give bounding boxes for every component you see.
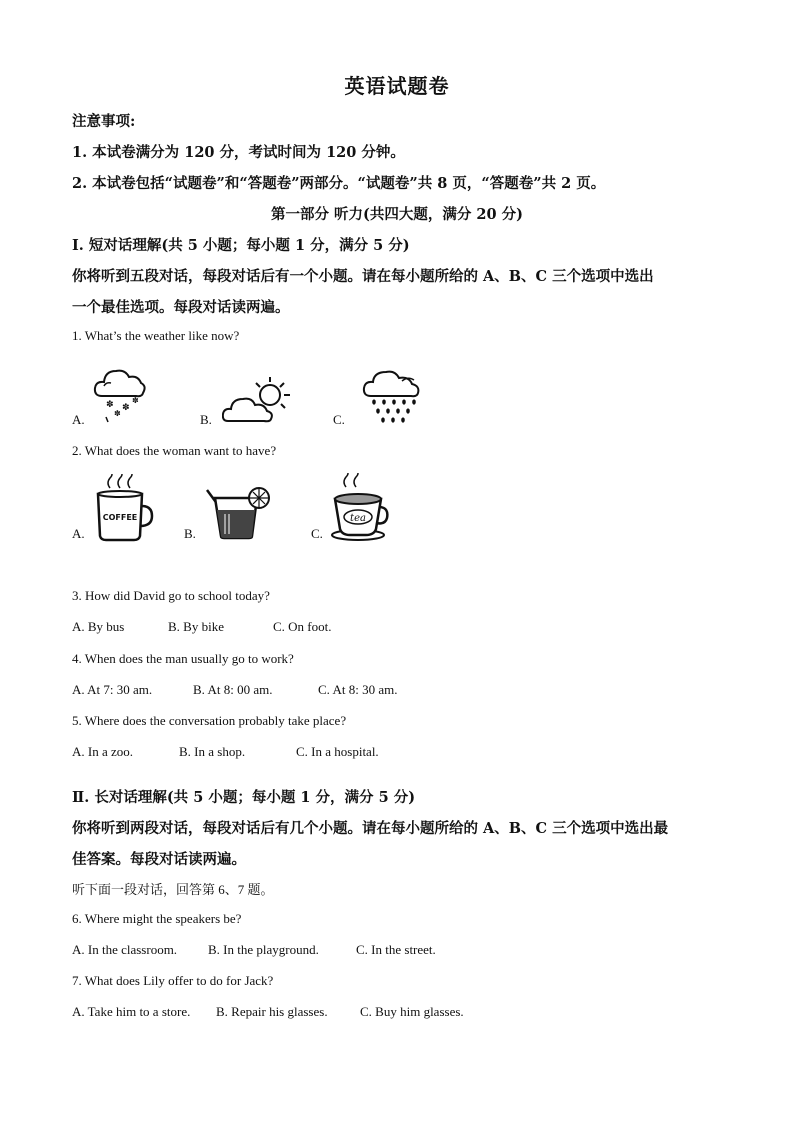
option-a: A. By bus [72, 619, 125, 634]
section-instruction: 你将听到两段对话，每段对话后有几个小题。请在每小题所给的 A、B、C 三个选项中选出最 [72, 820, 669, 837]
question-4: 4. When does the man usually go to work? [72, 651, 294, 666]
section-instruction: 佳答案。每段对话读两遍。 [72, 851, 246, 868]
svg-text:✽: ✽ [114, 409, 121, 418]
section-heading: Ⅱ. 长对话理解(共 5 小题；每小题 1 分，满分 5 分) [72, 789, 416, 806]
option-label: B. [184, 526, 196, 541]
tea-label: tea [350, 513, 366, 524]
option-c: C. On foot. [273, 619, 332, 634]
question-6: 6. Where might the speakers be? [72, 911, 242, 926]
juice-glass-icon [205, 484, 273, 540]
option-c: C. In the street. [356, 942, 436, 957]
option-label: C. [333, 412, 345, 427]
option-b: B. Repair his glasses. [216, 1004, 328, 1019]
option-label: C. [311, 526, 323, 541]
question-3: 3. How did David go to school today? [72, 588, 270, 603]
option-label: B. [200, 412, 212, 427]
tea-cup-icon [330, 473, 390, 543]
option-b: B. In the playground. [208, 942, 319, 957]
part-heading: 第一部分 听力(共四大题，满分 20 分) [270, 206, 524, 223]
coffee-label: COFFEE [102, 513, 138, 522]
section-heading: I. 短对话理解(共 5 小题；每小题 1 分，满分 5 分) [72, 237, 410, 254]
option-label: A. [72, 412, 85, 427]
option-b: B. At 8: 00 am. [193, 682, 273, 697]
coffee-cup-icon [92, 474, 154, 542]
option-a: A. In the classroom. [72, 942, 178, 957]
note-item: 1. 本试卷满分为 120 分，考试时间为 120 分钟。 [72, 144, 405, 161]
option-label: A. [72, 526, 85, 541]
option-a: A. At 7: 30 am. [72, 682, 153, 697]
question-5: 5. Where does the conversation probably take place? [72, 713, 347, 728]
sub-instruction: 听下面一段对话，回答第 6、7 题。 [72, 882, 274, 897]
option-b: B. By bike [168, 619, 224, 634]
page-title: 英语试题卷 [344, 74, 450, 98]
option-a: A. Take him to a store. [72, 1004, 191, 1019]
option-a: A. In a zoo. [72, 744, 134, 759]
svg-text:✽: ✽ [122, 403, 130, 413]
notes-heading: 注意事项: [72, 113, 136, 130]
option-c: C. Buy him glasses. [360, 1004, 464, 1019]
svg-text:✽: ✽ [106, 400, 114, 410]
rain-cloud-icon [362, 368, 426, 426]
svg-text:✽: ✽ [132, 396, 139, 405]
section-instruction: 你将听到五段对话，每段对话后有一个小题。请在每小题所给的 A、B、C 三个选项中选出 [72, 268, 654, 285]
snow-cloud-icon [92, 362, 148, 424]
option-b: B. In a shop. [179, 744, 246, 759]
section-instruction: 一个最佳选项。每段对话读两遍。 [72, 299, 290, 316]
question-7: 7. What does Lily offer to do for Jack? [72, 973, 274, 988]
question-1: 1. What’s the weather like now? [72, 328, 240, 343]
option-c: C. At 8: 30 am. [318, 682, 398, 697]
question-2: 2. What does the woman want to have? [72, 443, 277, 458]
note-item: 2. 本试卷包括“试题卷”和“答题卷”两部分。“试题卷”共 8 页，“答题卷”共 2 页。 [72, 175, 606, 192]
option-c: C. In a hospital. [296, 744, 379, 759]
sun-cloud-icon [222, 375, 296, 427]
